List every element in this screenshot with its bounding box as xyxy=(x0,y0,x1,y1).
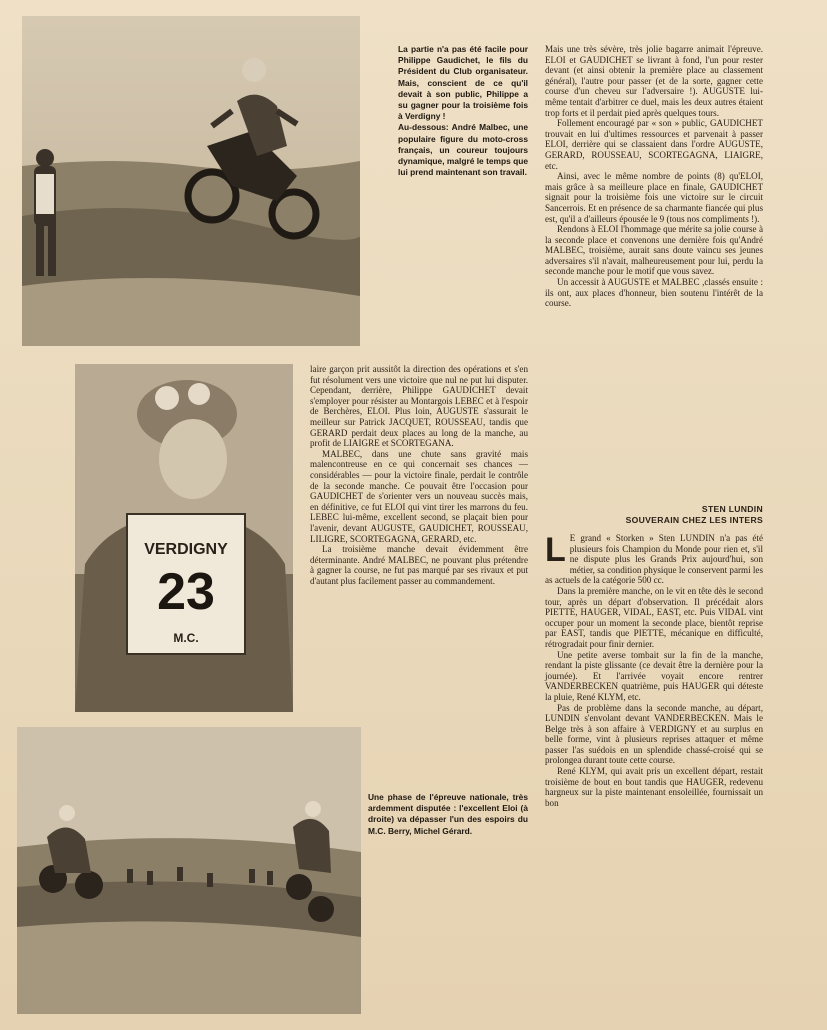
section-heading-line1: STEN LUNDIN xyxy=(701,504,763,514)
photo-malbec-portrait xyxy=(75,364,293,712)
section-paragraph: Une petite averse tombait sur la fin de la manche, rendant la piste glissante (ce devait être la dernière pour la journée). Et l'arrivée voyait encore rentrer VANDERBECKEN quatrième, puis HAUGER qui déteste la pluie, René KLYM, etc. xyxy=(545,649,763,702)
motocross-jump-image xyxy=(22,16,360,346)
caption-malbec: Au-dessous: André Malbec, une populaire figure du moto-cross français, un coureur toujours dynamique, malgré le temps que lui prend maintenant son travail. xyxy=(398,122,528,178)
article-paragraph: La troisième manche devait évidemment être déterminante. André MALBEC, ne pouvant plus prétendre à gagner la course, ne fut pas marqué par ses rivaux et put d'autant plus facilement passer au commandement. xyxy=(310,544,528,586)
bib-text: VERDIGNY xyxy=(144,541,228,558)
article-left-column xyxy=(310,364,528,586)
article-paragraph: Mais une très sévère, très jolie bagarre animait l'épreuve. ELOI et GAUDICHET se livrant à fond, l'un pour rester devant (et ainsi obtenir la première place au classement général), l'autre pour passer (et de la sorte, gagner cette course d'un cheveu sur l'adversaire !). AUGUSTE lui-même tentait d'arbitrer ce duel, mais les deux autres étaient trop forts et il perdait pied après quelques tours. xyxy=(545,44,763,118)
article-paragraph: Follement encouragé par « son » public, GAUDICHET trouvait en lui d'ultimes ressources et parvenait à passer ELOI, derrière qui se classaient dans l'ordre AUGUSTE, GERARD, ROUSSEAU, SCORTEGAGNA, LIAIGRE, etc. xyxy=(545,118,763,171)
drop-cap: L xyxy=(545,531,566,569)
two-riders-image xyxy=(17,727,361,1014)
article-paragraph: Rendons à ELOI l'hommage que mérite sa jolie course à la seconde place et convenons une dernière fois qu'André MALBEC, troisième, aurait sans doute vaincu ses jeunes adversaires s'il n'avait, malheureusement pour lui, perdu la seconde manche pour le motif que vous savez. xyxy=(545,224,763,277)
caption-eloi: Une phase de l'épreuve nationale, très ardemment disputée : l'excellent Eloi (à droite) va dépasser l'un des espoirs du M.C. Berry, Michel Gérard. xyxy=(368,792,528,836)
bib-bottom-text: M.C. xyxy=(173,631,199,645)
section-heading xyxy=(545,504,763,526)
section-paragraph: Pas de problème dans la seconde manche, au départ, LUNDIN s'envolant devant VANDERBECKEN. Mais le Belge très à son affaire à VERDIGNY et au surplus en belle forme, vint à plusieurs reprises attaquer et même passer l'as suédois en un splendide chassé-croisé qui se prolongea durant toute cette course. xyxy=(545,702,763,766)
caption-top xyxy=(398,44,528,178)
caption-bottom xyxy=(368,792,528,837)
bib-number: 23 xyxy=(157,563,215,621)
photo-eloi-gerard xyxy=(17,727,361,1014)
section-lead-paragraph xyxy=(545,533,763,586)
photo-gaudichet-jump xyxy=(22,16,360,346)
section-lead-text: E grand « Storken » Sten LUNDIN n'a pas été plusieurs fois Champion du Monde pour rien et, s'il ne dispute plus les Grands Prix aujourd'hui, son métier, sa condition physique le conservent parmi les as actuels de la catégorie 500 cc. xyxy=(545,533,763,586)
section-paragraph: René KLYM, qui avait pris un excellent départ, restait troisième de bout en bout tandis que HAUGER, redevenu hargneux sur la piste maintenant ensoleillée, fournissait un bon xyxy=(545,766,763,808)
article-paragraph: laire garçon prit aussitôt la direction des opérations et s'en fut résolument vers une victoire que nul ne put lui disputer. Cependant, derrière, Philippe GAUDICHET devait s'employer pour résister au Montargois LEBEC et à l'espoir de Berchères, ELOI. Plus loin, AUGUSTE s'assurait le meilleur sur Patrick JACQUET, ROUSSEAU, tandis que GERARD perdait deux places au long de la manche, au profit de LIAIGRE et SCORTEGANA. xyxy=(310,364,528,449)
article-paragraph: MALBEC, dans une chute sans gravité mais malencontreuse en ce qui concernait ses chances — considérables — pour la victoire finale, perdait le contrôle de la seconde manche. Ce pouvait être l'occasion pour GAUDICHET de s'orienter vers un nouveau succès mais, en définitive, ce fut ELOI qui vint tirer les marrons du feu. LEBEC lui-même, excellent second, se plaçait bien pour l'avenir, devant AUGUSTE, GAUDICHET, ROUSSEAU, LILIGRE, SCORTEGAGNA, GERARD, etc. xyxy=(310,448,528,544)
caption-gaudichet: La partie n'a pas été facile pour Philippe Gaudichet, le fils du Président du Club organisateur. Mais, conscient de ce qu'il devait à son public, Philippe a su gagner pour la troisième fois à Verdigny ! xyxy=(398,44,528,122)
section-paragraph: Dans la première manche, on le vit en tête dès le second tour, après un départ d'observation. Il précédait alors PIETTE, HAUGER, VIDAL, EAST, etc. Puis VIDAL vint occuper pour un moment la seconde place, bientôt reprise par EAST, tandis que PIETTE, mécanique en difficulté, rétrogradait pour finir dernier. xyxy=(545,585,763,649)
section-body xyxy=(545,533,763,808)
rider-portrait-image xyxy=(75,364,293,712)
article-paragraph: Un accessit à AUGUSTE et MALBEC ,classés ensuite : ils ont, aux places d'honneur, bien soutenu l'intérêt de la course. xyxy=(545,277,763,309)
article-paragraph: Ainsi, avec le même nombre de points (8) qu'ELOI, mais grâce à sa meilleure place en finale, GAUDICHET signait pour la troisième fois une victoire sur le circuit Sancerrois. Et en présence de sa charmante fiancée qui plus est, qu'il a d'ailleurs épousée le 9 (tous nos compliments !). xyxy=(545,171,763,224)
section-heading-line2: SOUVERAIN CHEZ LES INTERS xyxy=(625,515,763,525)
article-right-column xyxy=(545,44,763,309)
